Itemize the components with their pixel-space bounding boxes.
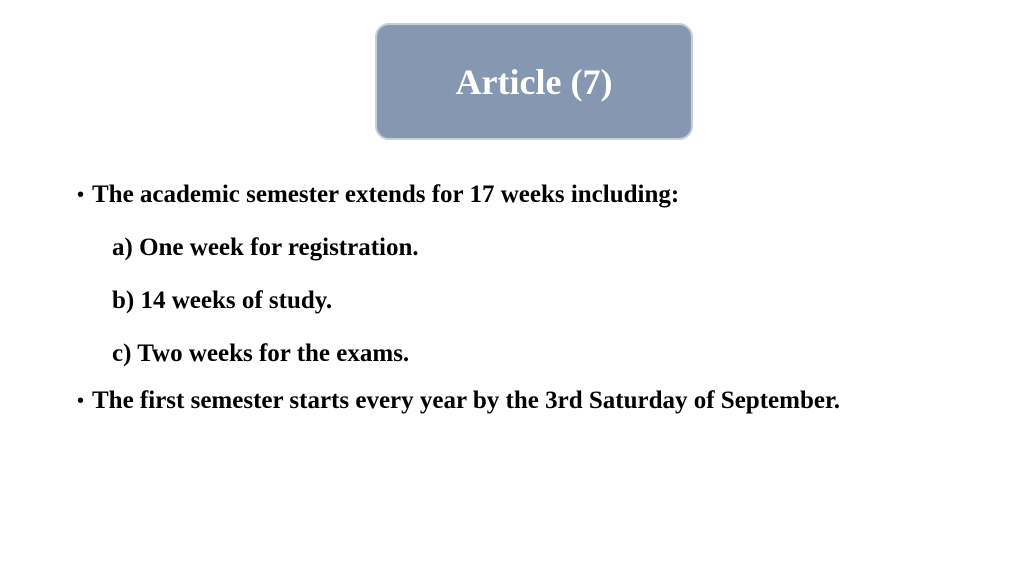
title-box (375, 23, 693, 140)
sub-item-study: b) 14 weeks of study. (112, 287, 333, 314)
sub-list (112, 229, 945, 388)
bullet-text: The first semester starts every year by the 3rd Saturday of September. (92, 387, 841, 414)
bullet-item (77, 374, 945, 428)
sub-item-registration: a) One week for registration. (112, 234, 419, 261)
bullet-marker: • (77, 184, 85, 206)
bullet-text: The academic semester extends for 17 weeks including: (92, 181, 680, 208)
bullet-marker: • (77, 390, 85, 412)
sub-item-exams: c) Two weeks for the exams. (112, 340, 410, 367)
bullet-item (77, 176, 945, 214)
slide-content (77, 176, 945, 428)
slide-title: Article (7) (455, 61, 613, 102)
